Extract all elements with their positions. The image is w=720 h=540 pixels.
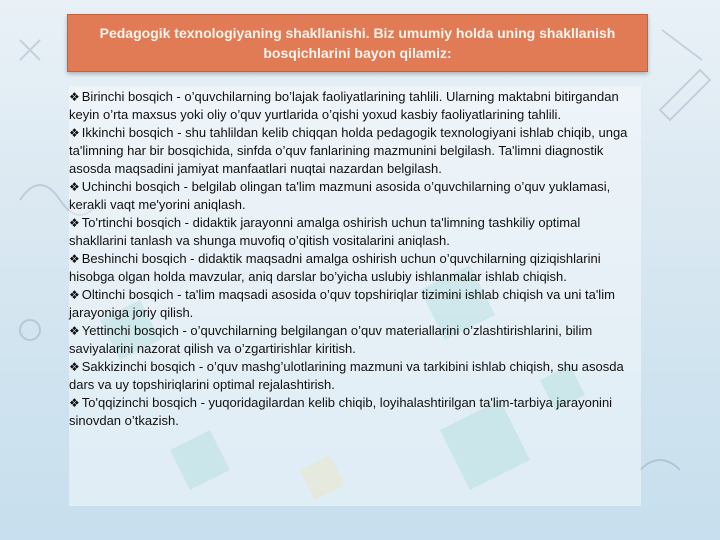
diamond-bullet-icon: ❖ bbox=[69, 252, 80, 266]
diamond-bullet-icon: ❖ bbox=[69, 288, 80, 302]
list-item bbox=[69, 322, 641, 358]
list-item bbox=[69, 214, 641, 250]
list-item bbox=[69, 88, 641, 124]
list-item-text: Uchinchi bosqich - belgilab olingan ta'lim mazmuni asosida o’quvchilarning o’quv yuklamasi, kerakli vaqt me'yorini aniqlash. bbox=[69, 179, 611, 212]
content-panel bbox=[69, 86, 641, 506]
list-item bbox=[69, 250, 641, 286]
diamond-bullet-icon: ❖ bbox=[69, 90, 80, 104]
list-item bbox=[69, 124, 641, 178]
diamond-bullet-icon: ❖ bbox=[69, 360, 80, 374]
diamond-bullet-icon: ❖ bbox=[69, 216, 80, 230]
list-item-text: To'rtinchi bosqich - didaktik jarayonni amalga oshirish uchun ta'limning tashkiliy optimal shakllarini tanlash va shunga muvofiq o’qitish vositalarini aniqlash. bbox=[69, 215, 581, 248]
list-item bbox=[69, 394, 641, 430]
list-item-text: Beshinchi bosqich - didaktik maqsadni amalga oshirish uchun o’quvchilarning qiziqishlarini hisobga olgan holda mavzular, aniq darslar bo’yicha uslubiy ishlanmalar ishlab chiqish. bbox=[69, 251, 601, 284]
list-item bbox=[69, 286, 641, 322]
list-item-text: Yettinchi bosqich - o’quvchilarning belgilangan o’quv materiallarini o’zlashtirishlarini, bilim saviyalarini nazorat qilish va o’zgartirishlar kiritish. bbox=[69, 323, 593, 356]
slide-title: Pedagogik texnologiyaning shakllanishi. Biz umumiy holda uning shakllanish bosqichlarini bayon qilamiz: bbox=[99, 25, 616, 61]
diamond-bullet-icon: ❖ bbox=[69, 324, 80, 338]
diamond-bullet-icon: ❖ bbox=[69, 396, 80, 410]
list-item-text: Oltinchi bosqich - ta'lim maqsadi asosida o’quv topshiriqlar tizimini ishlab chiqish va uni ta'lim jarayoniga joriy qilish. bbox=[69, 287, 615, 320]
list-item bbox=[69, 178, 641, 214]
bullet-list bbox=[69, 88, 641, 430]
slide-title-bar bbox=[67, 14, 648, 72]
diamond-bullet-icon: ❖ bbox=[69, 180, 80, 194]
list-item-text: Ikkinchi bosqich - shu tahlildan kelib chiqqan holda pedagogik texnologiyani ishlab chiqib, unga ta'limning har bir bosqichida, sinfda o’quv fanlarining mazmunini belgilash. Ta'limni diagnostik asosda maqsadini jamiyat manfaatlari nuqtai nazardan belgilash. bbox=[69, 125, 628, 176]
diamond-bullet-icon: ❖ bbox=[69, 126, 80, 140]
list-item-text: To'qqizinchi bosqich - yuqoridagilardan kelib chiqib, loyihalashtirilgan ta'lim-tarbiya jarayonini sinovdan o’tkazish. bbox=[69, 395, 613, 428]
list-item bbox=[69, 358, 641, 394]
list-item-text: Birinchi bosqich - o’quvchilarning bo’lajak faoliyatlarining tahlili. Ularning maktabni bitirgandan keyin o’rta maxsus yoki oliy o’quv yurtlarida o’qishi yoxud kasbiy faoliyatlarining tahlili. bbox=[69, 89, 619, 122]
list-item-text: Sakkizinchi bosqich - o’quv mashg’ulotlarining mazmuni va tarkibini ishlab chiqish, shu asosda dars va uy topshiriqlarini optimal rejalashtirish. bbox=[69, 359, 624, 392]
